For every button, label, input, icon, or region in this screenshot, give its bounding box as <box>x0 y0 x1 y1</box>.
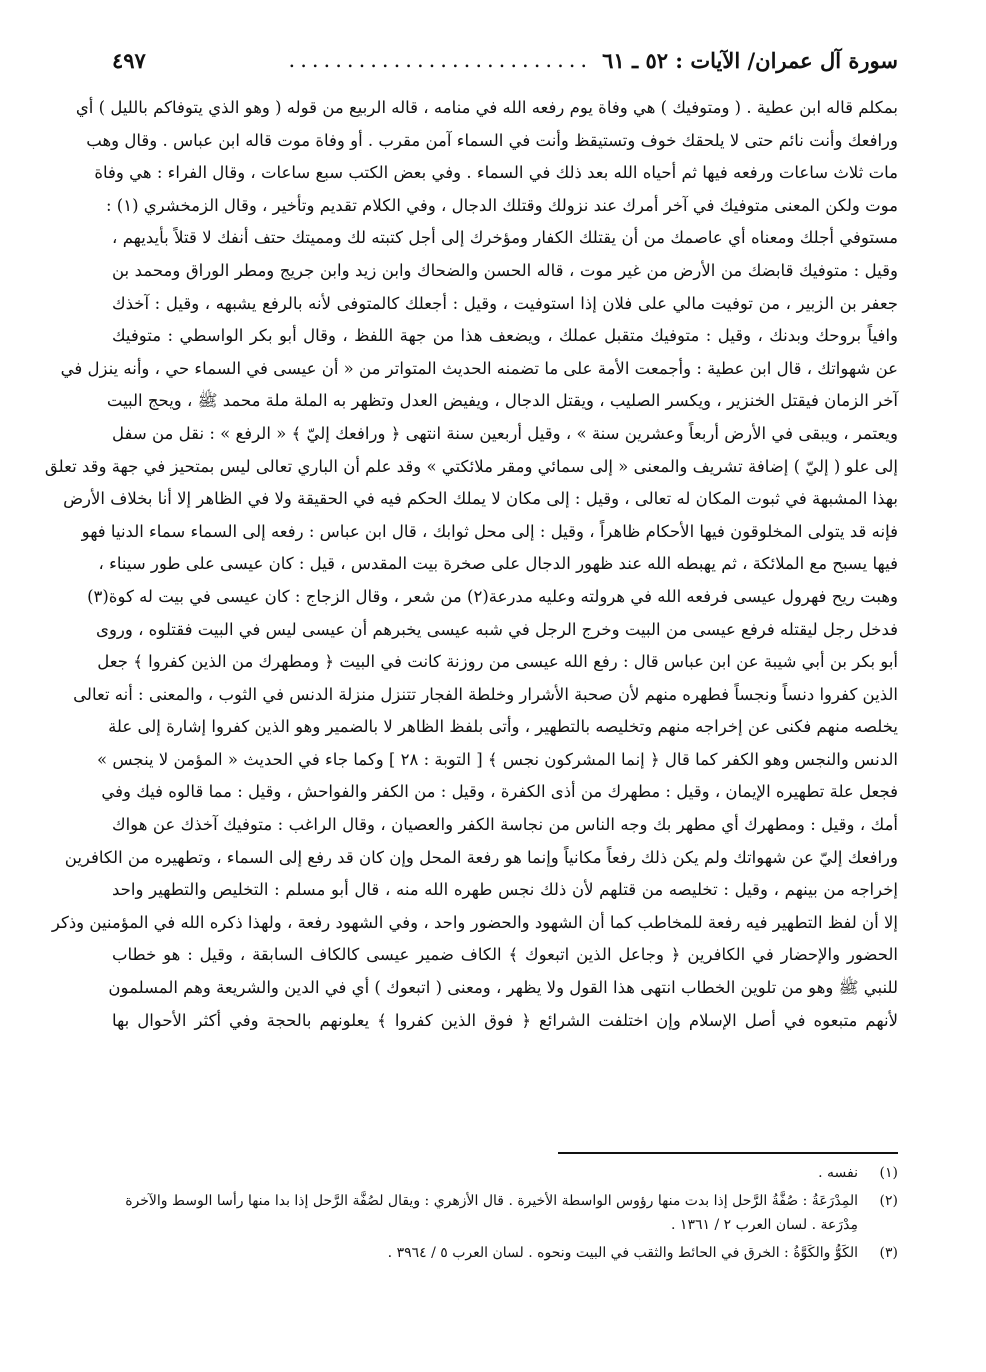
text-line: يخلصه منهم فكنى عن إخراجه منهم وتخليصه بالتطهير ، وأتى بلفظ الظاهر لا بالضمير وهو الذين كفروا إشارة إلى علة <box>108 717 898 737</box>
text-line: بمكلم قاله ابن عطية . ( ومتوفيك ) هي وفاة يوم رفعه الله في منامه ، قاله الربيع من قوله ( وهو الذي يتوفاكم بالليل ) أي <box>75 98 898 117</box>
footnote-number: (٣) <box>879 1245 898 1261</box>
text-line: أبو بكر بن أبي شيبة عن ابن عباس قال : رفع الله عيسى من روزنة كانت في البيت ﴿ ومطهرك من الذين كفروا ﴾ جعل <box>97 652 898 672</box>
text-line: الذين كفروا دنساً ونجساً فطهره منهم لأن صحبة الأشرار وخلطة الفجار تتنزل منزلة الدنس في الثوب ، والمعنى : أنه تعالى <box>73 684 898 704</box>
text-line: وقيل : متوفيك قابضك من الأرض من غير موت ، قاله الحسن والضحاك وابن زيد وابن جريج ومطر الوراق ومحمد بن <box>112 260 898 280</box>
text-line: عن شهواتك ، قال ابن عطية : وأجمعت الأمة على ما تضمنه الحديث المتواتر من « أن عيسى في السماء حي ، وأنه ينزل في <box>60 358 898 378</box>
text-line: فدخل رجل ليقتله فرفع عيسى من البيت وخرج الرجل في شبه عيسى يخبرهم أن عيسى ليس في البيت فقتلوه ، وروى <box>96 619 898 639</box>
text-line: ورافعك وأنت نائم حتى لا يلحقك خوف وتستيقظ وأنت في السماء آمن مقرب . أو وفاة موت قاله ابن عباس . وقال وهب <box>86 130 898 150</box>
text-line: ويعتمر ، ويبقى في الأرض أربعاً وعشرين سنة » ، وقيل أربعين سنة انتهى ﴿ ورافعك إليّ ﴾ « الرفع » : نقل من سفل <box>112 423 898 443</box>
text-line: آخر الزمان فيقتل الخنزير ، ويكسر الصليب ، ويقتل الدجال ، ويفيض العدل وتظهر به الملة ملة محمد ﷺ ، ويحج البيت <box>106 391 898 411</box>
text-line: مات ثلاث ساعات ورفعه فيها ثم أحياه الله بعد ذلك في السماء . وفي بعض الكتب سبع ساعات ، وقال الفراء : هي وفاة <box>94 163 898 183</box>
text-line: فجعل علة تطهيره الإيمان ، وقيل : مطهرك من أذى الكفرة ، وقيل : من الكفر والفواحش ، وقيل : مما قالوه فيك وفي <box>101 782 898 802</box>
text-line: إلى علو ( إليّ ) إضافة تشريف والمعنى « إلى سمائي ومقر ملائكتي » وقد علم أن الباري تعالى ليس بمتحيز في جهة وقد تعلق <box>44 456 898 476</box>
text-line: إخراجه من بينهم ، وقيل : تخليصه من قتلهم لأن ذلك نجس طهره الله منه ، قال أبو مسلم : التخليص والتطهير واحد <box>112 880 898 900</box>
footnote-text: المِدْرَعَةُ : صُفَّةُ الرَّحل إذا بدت منها رؤوس الواسطة الأخيرة . قال الأزهري : ويقال لصُفَّة الرَّحل إذا بدا منها رأسا الوسط والآخرة <box>125 1193 858 1209</box>
footnote-text: نفسه . <box>818 1165 858 1181</box>
text-line: موت ولكن المعنى متوفيك في آخر أمرك عند نزولك وقتلك الدجال ، وفي الكلام تقديم وتأخير ، وقال الزمخشري (١) : <box>105 195 898 215</box>
text-line: فيها يسبح مع الملائكة ، ثم يهبطه الله عند ظهور الدجال على صخرة بيت المقدس ، قيل : كان عيسى على طور سيناء ، <box>98 554 898 574</box>
text-line: الحضور والإحضار في الكافرين ﴿ وجاعل الذين اتبعوك ﴾ الكاف ضمير عيسى كالكاف السابقة ، وقيل : هو خطاب <box>112 945 898 965</box>
footnotes <box>112 1161 898 1269</box>
footnote-separator <box>558 1152 898 1154</box>
text-line: جعفر بن الزبير ، من توفيت مالي على فلان إذا استوفيت ، وقيل : أجعلك كالمتوفى لأنه بالرفع يشبهه ، وقيل : آخذك <box>112 293 898 313</box>
running-header <box>112 40 898 80</box>
footnote-number: (١) <box>879 1165 898 1181</box>
footnote-2 <box>112 1189 898 1237</box>
text-line: لأنهم متبعوه في أصل الإسلام وإن اختلفت الشرائع ﴿ فوق الذين كفروا ﴾ يعلونهم بالحجة وفي أكثر الأحوال بها <box>112 1010 898 1030</box>
footnote-number: (٢) <box>879 1193 898 1209</box>
footnote-text: الكَوُّ والكَوَّةُ : الخرق في الحائط والثقب في البيت ونحوه . لسان العرب ٥ / ٣٩٦٤ . <box>387 1245 858 1261</box>
text-line: بهذا المشبهة في ثبوت المكان له تعالى ، وقيل : إلى مكان لا يملك الحكم فيه في الحقيقة ولا في الظاهر إلا أنا بخلاف الأرض <box>63 489 898 509</box>
body-text <box>44 92 898 1037</box>
text-line: فإنه قد يتولى المخلوقون فيها الأحكام ظاهراً ، وقيل : إلى محل ثوابك ، قال ابن عباس : رفعه إلى السماء سماء الدنيا فهو <box>81 521 898 541</box>
text-line: وهبت ريح فهرول عيسى فرفعه الله في هرولته وعليه مدرعة(٢) من شعر ، وقال الزجاج : كان عيسى في بيت له كوة(٣) <box>87 586 898 606</box>
footnote-1 <box>112 1161 898 1185</box>
text-line: وافياً بروحك وبدنك ، وقيل : متوفيك متقبل عملك ، ويضعف هذا من جهة اللفظ ، وقال أبو بكر الواسطي : متوفيك <box>112 326 898 346</box>
text-line: ورافعك إليّ عن شهواتك ولم يكن ذلك رفعاً مكانياً وإنما هو رفعة المحل وإن كان قد رفع إلى السماء ، وتطهيره من الكافرين <box>64 847 898 867</box>
footnote-3 <box>112 1241 898 1265</box>
text-line: للنبي ﷺ وهو من تلوين الخطاب انتهى هذا القول ولا يظهر ، ومعنى ( اتبعوك ) أي في الدين والشريعة وهم المسلمون <box>108 978 898 998</box>
page-number: ٤٩٧ <box>112 47 146 73</box>
text-line: أمك ، وقيل : ومطهرك أي مطهر بك وجه الناس من نجاسة الكفر والعصيان ، وقال الراغب : متوفيك آخذك عن هواك <box>112 815 898 835</box>
footnote-text: مِدْرَعة . لسان العرب ٢ / ١٣٦١ . <box>671 1217 858 1233</box>
header-dot-leader: .......................... <box>288 48 593 72</box>
surah-title: سورة آل عمران/ الآيات : ٥٢ ـ ٦١ <box>602 47 898 73</box>
text-line: الدنس والنجس وهو الكفر كما قال ﴿ إنما المشركون نجس ﴾ [ التوبة : ٢٨ ] وكما جاء في الحديث « المؤمن لا ينجس » <box>97 749 898 769</box>
text-line: إلا أن لفظ التطهير فيه رفعة للمخاطب كما أن الشهود والحضور واحد ، وفي الشهود رفعة ، ولهذا ذكره الله في المؤمنين وذكر <box>51 912 898 932</box>
text-line: مستوفي أجلك ومعناه أي عاصمك من أن يقتلك الكفار ومؤخرك إلى أجل كتبته لك ومميتك حتف أنفك لا قتلاً بأيديهم ، <box>112 228 898 248</box>
